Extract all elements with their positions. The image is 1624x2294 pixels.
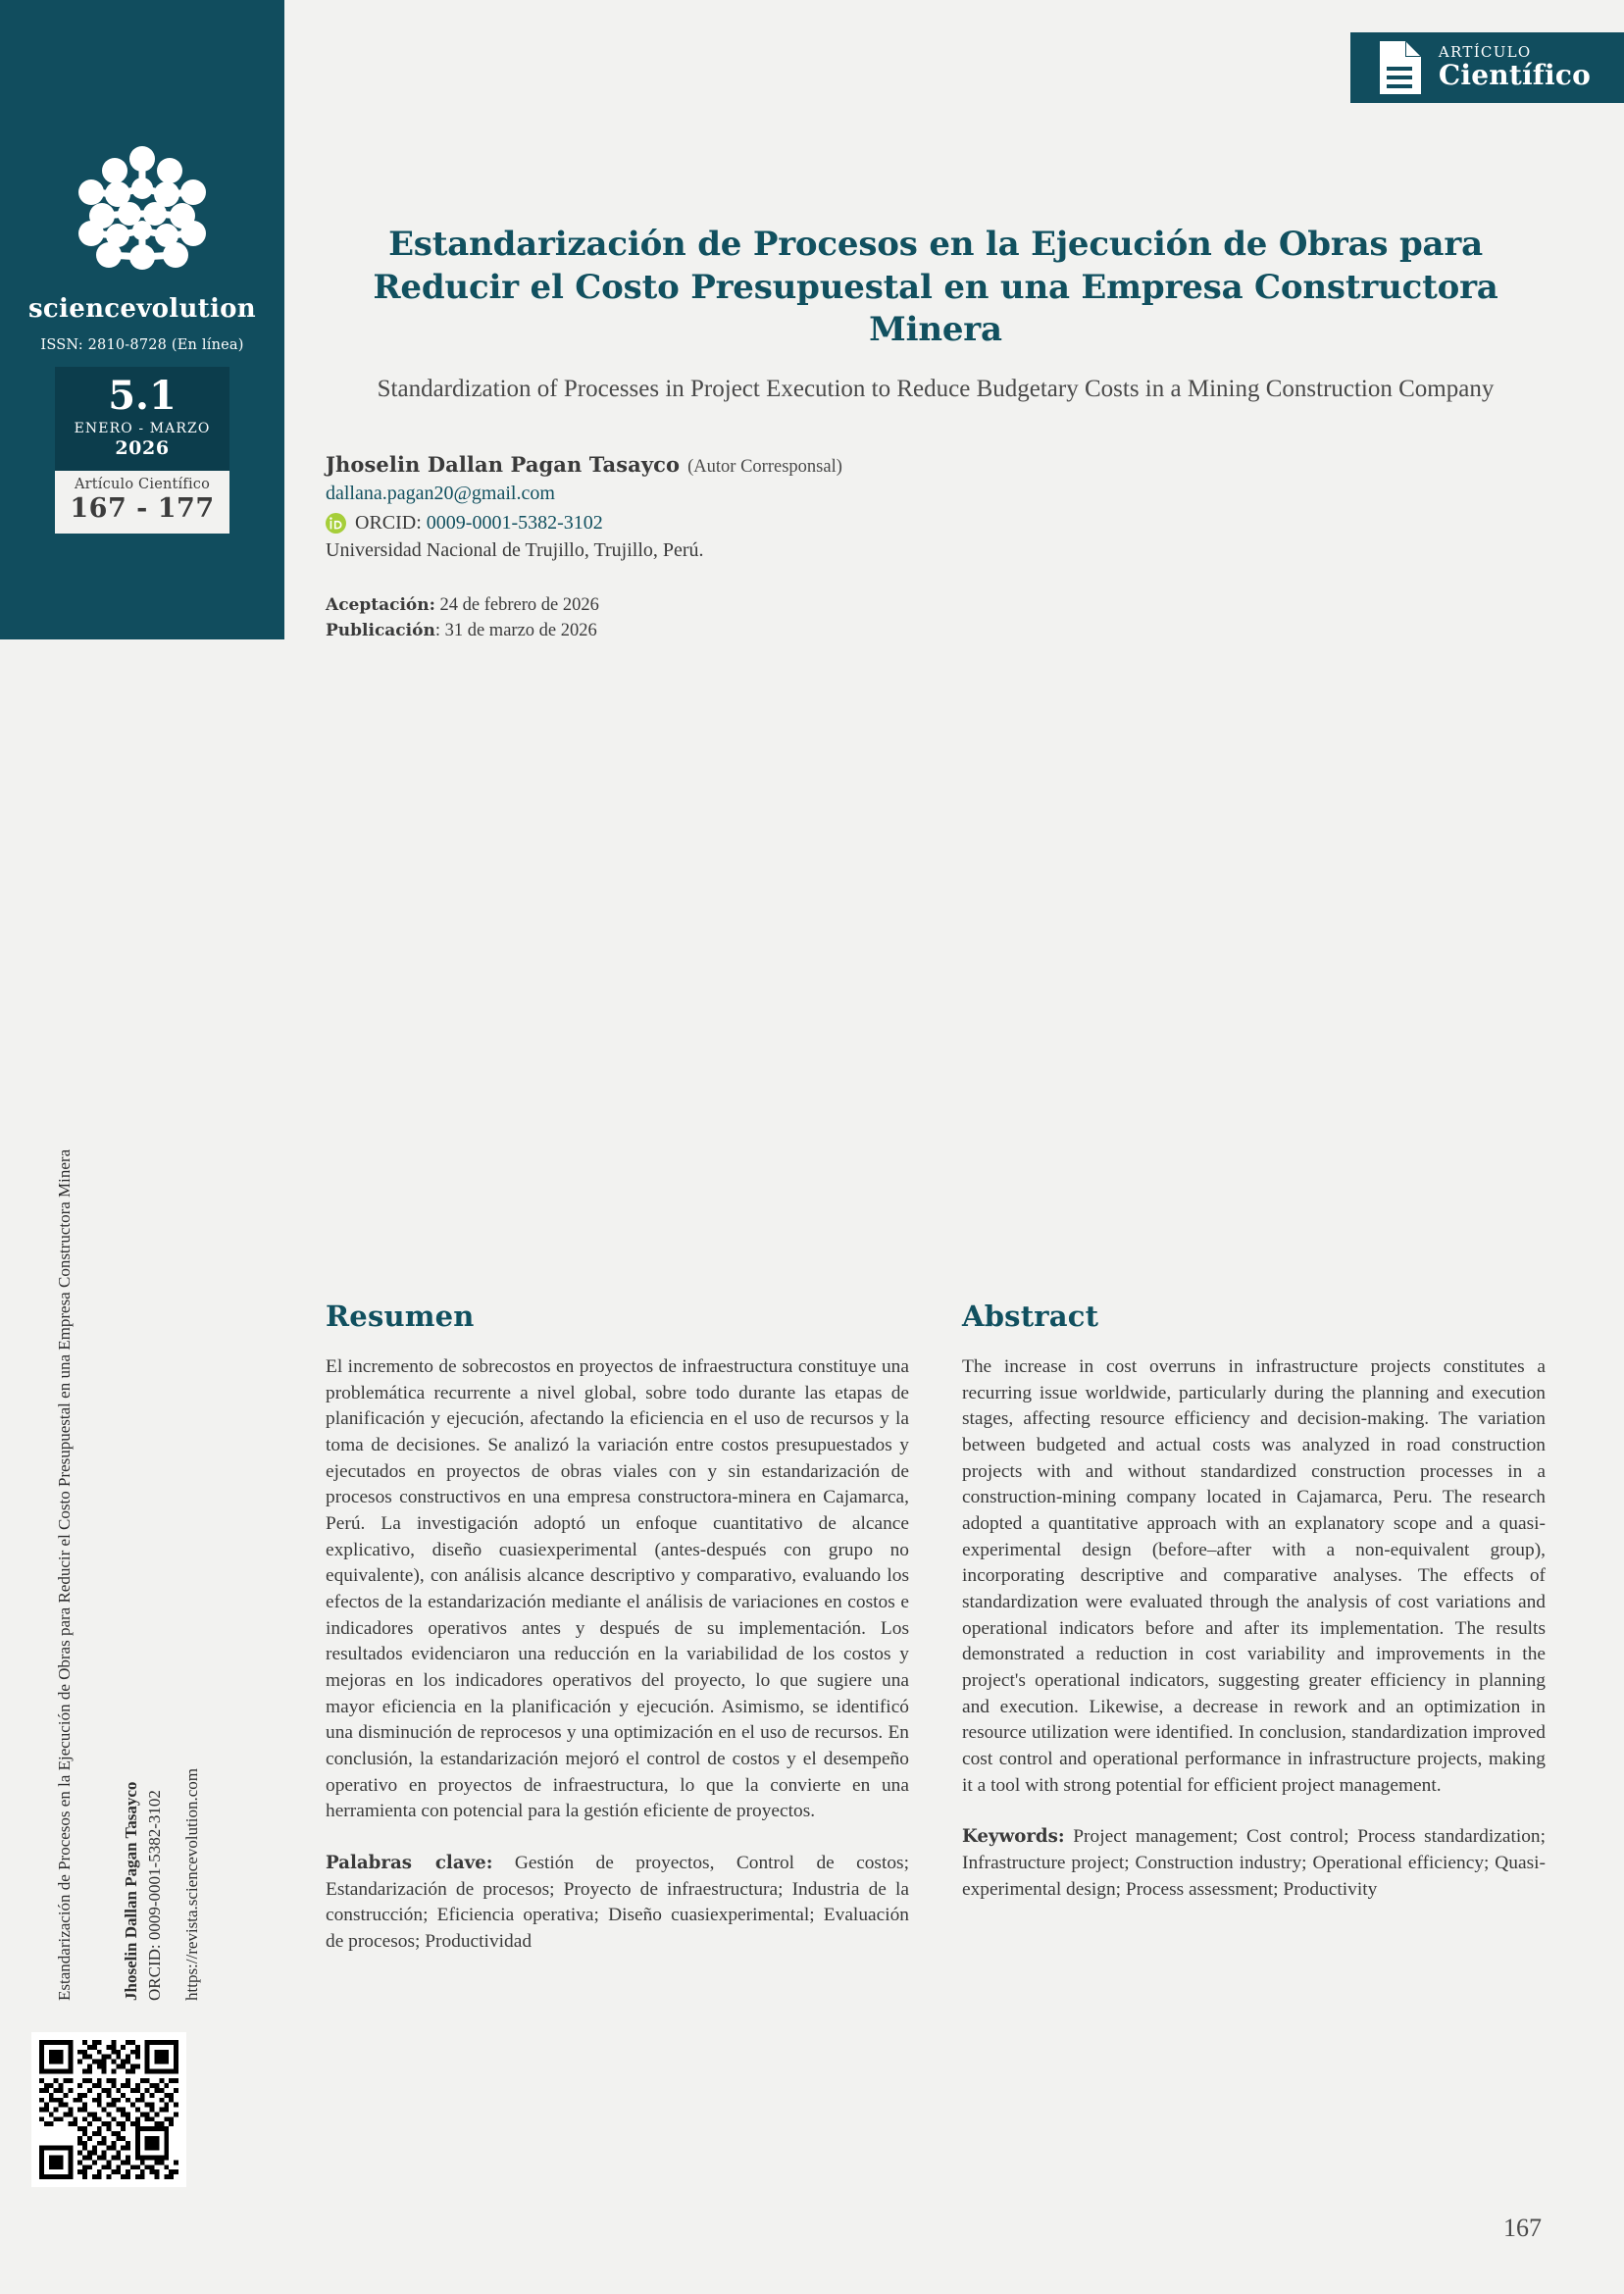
running-url: https://revista.sciencevolution.com (182, 1767, 201, 2001)
article-kind-label: Artículo Científico (74, 477, 211, 492)
article-header (326, 0, 1546, 643)
abstract-heading: Abstract (962, 1300, 1099, 1333)
sciencevolution-molecule-logo (69, 137, 216, 284)
publication-label: Publicación (326, 621, 435, 641)
resumen-keywords-value: Gestión de proyectos, Control de costos; Estandarización de procesos; Proyecto de infraestructura; Industria de la construcción; Eficiencia operativa; Diseño cuasiexperimental; Evaluación de procesos; Productividad (326, 1853, 909, 1953)
abstract-section (326, 1300, 1546, 1956)
dates-block (326, 592, 1546, 644)
running-orcid: ORCID: 0009-0001-5382-3102 (145, 1790, 164, 2001)
page-number: 167 (1503, 2214, 1542, 2242)
resumen-heading: Resumen (326, 1300, 475, 1333)
acceptance-value: 24 de febrero de 2026 (434, 594, 599, 615)
running-title: Estandarización de Procesos en la Ejecución de Obras para Reducir el Costo Presupuestal en una Empresa Constructora Minera (55, 1148, 74, 2001)
sidebar-running-text (51, 726, 237, 2001)
author-block (326, 451, 1546, 565)
abstract-column (962, 1300, 1546, 1956)
issue-months: ENERO - MARZO (74, 421, 211, 436)
journal-issn: ISSN: 2810-8728 (En línea) (40, 337, 244, 353)
pages-box (55, 471, 229, 534)
author-affiliation: Universidad Nacional de Trujillo, Trujillo, Perú. (326, 538, 704, 561)
resumen-keywords (326, 1851, 909, 1956)
orcid-id-icon (326, 513, 346, 534)
page-subtitle: Standardization of Processes in Project Execution to Reduce Budgetary Costs in a Mining Construction Company (377, 376, 1495, 403)
resumen-column (326, 1300, 909, 1956)
acceptance-label: Aceptación: (326, 594, 435, 615)
resumen-keywords-label: Palabras clave: (326, 1853, 493, 1874)
publication-date (326, 618, 1546, 643)
issue-year: 2026 (115, 437, 170, 459)
orcid-label: ORCID: (355, 511, 422, 534)
badge-main-label: Científico (1438, 59, 1591, 92)
author-email-link[interactable]: dallana.pagan20@gmail.com (326, 482, 555, 504)
issue-box (55, 367, 229, 471)
issue-volume: 5.1 (108, 373, 177, 419)
abstract-body: The increase in cost overruns in infrastructure projects constitutes a recurring issue worldwide, particularly during the planning and execution stages, affecting resource efficiency and decision-making. The variation between budgeted and actual costs was analyzed in road construction projects with and without standardized construction processes in a construction-mining company located in Cajamarca, Peru. The research adopted a quantitative approach with an explanatory scope and a quasi-experimental design (before–after with a non-equivalent group), incorporating descriptive and comparative analyses. The effects of standardization were evaluated through the analysis of cost variations and operational indicators before and after its implementation. The results demonstrated a reduction in cost variability and improvements in the project's operational indicators, suggesting greater efficiency in planning and execution. Likewise, a decrease in rework and an optimization in resource utilization were identified. In conclusion, standardization improved cost control and operational performance in infrastructure projects, making it a tool with strong potential for efficient project management. (962, 1356, 1546, 1796)
author-name: Jhoselin Dallan Pagan Tasayco (326, 451, 681, 477)
page-range: 167 - 177 (70, 493, 215, 524)
resumen-body: El incremento de sobrecostos en proyectos de infraestructura constituye una problemática recurrente a nivel global, sobre todo durante las etapas de planificación y ejecución, afectando la eficiencia en el uso de recursos y la toma de decisiones. Se analizó la variación entre costos presupuestados y ejecutados en proyectos de obras viales con y sin estandarización de procesos constructivos en una empresa constructora-minera en Cajamarca, Perú. La investigación adoptó un enfoque cuantitativo de alcance explicativo, diseño cuasiexperimental (antes-después con grupo no equivalente), con análisis alcance descriptivo y comparativo, evaluando los efectos de la estandarización mediante el análisis de variaciones en costos e indicadores operativos antes y después de su implementación. Los resultados evidenciaron una reducción en la variabilidad de los costos y mejoras en los indicadores operativos del proyecto, lo que sugiere una mayor eficiencia en la planificación y ejecución. Asimismo, se identificó una disminución de reprocesos y una optimización en el uso de recursos. En conclusión, la estandarización mejoró el control de costos y el desempeño operativo en proyectos de infraestructura, lo que la convierte en una herramienta con potencial para la gestión eficiente de proyectos. (326, 1356, 909, 1822)
publication-value: : 31 de marzo de 2026 (434, 621, 597, 641)
author-name-line (326, 451, 1546, 480)
abstract-keywords-value: Project management; Cost control; Process standardization; Infrastructure project; Construction industry; Operational efficiency; Quasi-experimental design; Process assessment; Productivity (962, 1826, 1546, 1900)
orcid-id-link[interactable]: 0009-0001-5382-3102 (426, 511, 603, 534)
badge-kicker: ARTÍCULO (1438, 42, 1532, 61)
acceptance-date (326, 592, 1546, 618)
abstract-keywords (962, 1824, 1546, 1903)
page-title: Estandarización de Procesos en la Ejecución de Obras para Reducir el Costo Presupuestal en una Empresa Constructora Minera (373, 225, 1498, 350)
abstract-keywords-label: Keywords: (962, 1826, 1065, 1848)
author-role: (Autor Corresponsal) (687, 456, 842, 477)
orcid-line (326, 512, 1546, 535)
qr-code[interactable] (31, 2032, 186, 2187)
running-author: Jhoselin Dallan Pagan Tasayco (122, 1781, 140, 2001)
journal-name: sciencevolution (27, 294, 257, 324)
journal-identity-panel (0, 0, 284, 639)
qr-code-icon (39, 2040, 178, 2179)
